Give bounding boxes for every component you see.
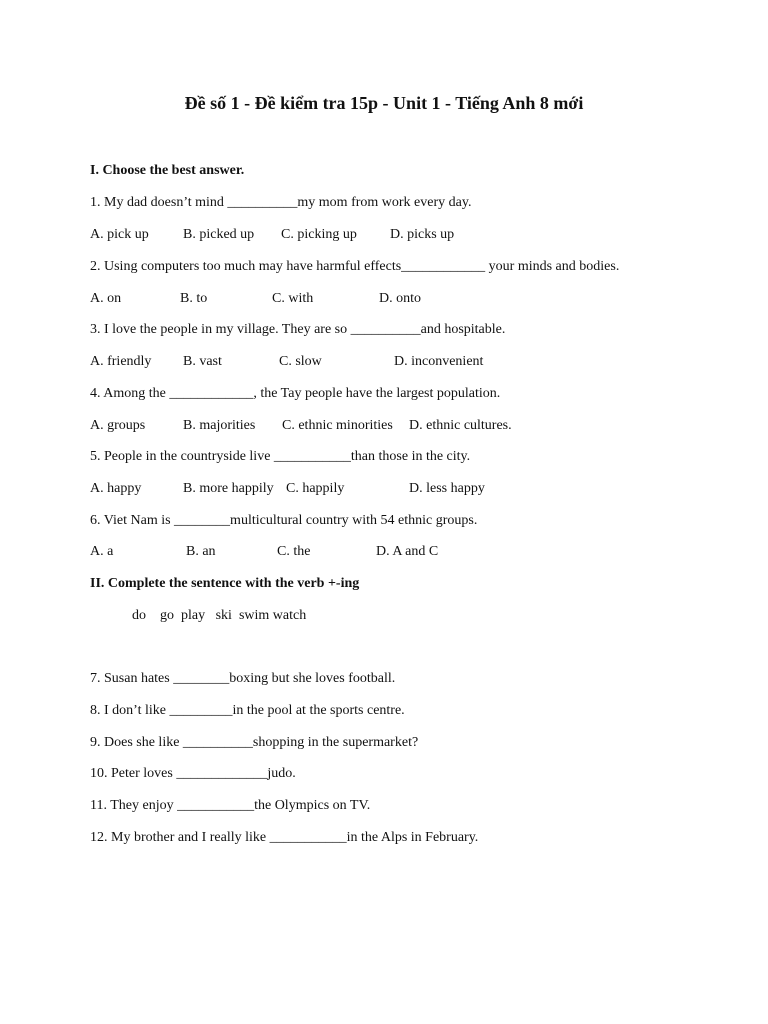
question-10: 10. Peter loves _____________judo.	[90, 766, 296, 781]
q1-option-b: B. picked up	[183, 227, 255, 242]
question-12: 12. My brother and I really like ___________in the Alps in February.	[90, 830, 479, 845]
q4-option-b: B. majorities	[183, 418, 256, 433]
q2-option-d: D. onto	[379, 291, 421, 306]
section-2-heading: II. Complete the sentence with the verb +-ing	[90, 576, 360, 591]
question-5: 5. People in the countryside live ___________than those in the city.	[90, 449, 471, 464]
q3-option-d: D. inconvenient	[394, 354, 484, 369]
q4-option-d: D. ethnic cultures.	[409, 418, 512, 433]
q6-option-d: D. A and C	[376, 544, 439, 559]
question-1: 1. My dad doesn’t mind __________my mom from work every day.	[90, 195, 472, 210]
q3-option-c: C. slow	[279, 354, 322, 369]
word-bank: do go play ski swim watch	[132, 608, 307, 623]
question-4: 4. Among the ____________, the Tay people have the largest population.	[90, 386, 501, 401]
page-title: Đề số 1 - Đề kiểm tra 15p - Unit 1 - Tiếng Anh 8 mới	[184, 93, 584, 113]
question-8: 8. I don’t like _________in the pool at the sports centre.	[90, 703, 405, 718]
q5-option-d: D. less happy	[409, 481, 485, 496]
q1-option-a: A. pick up	[90, 227, 149, 242]
q6-option-a: A. a	[90, 544, 114, 559]
q4-option-a: A. groups	[90, 418, 146, 433]
q6-option-b: B. an	[186, 544, 216, 559]
question-6: 6. Viet Nam is ________multicultural country with 54 ethnic groups.	[90, 513, 478, 528]
q3-option-a: A. friendly	[90, 354, 152, 369]
q5-option-c: C. happily	[286, 481, 345, 496]
question-2: 2. Using computers too much may have harmful effects____________ your minds and bodies.	[90, 259, 620, 274]
q4-option-c: C. ethnic minorities	[282, 418, 393, 433]
q6-option-c: C. the	[277, 544, 311, 559]
question-3: 3. I love the people in my village. They are so __________and hospitable.	[90, 322, 506, 337]
section-1-heading: I. Choose the best answer.	[90, 163, 245, 178]
q5-option-a: A. happy	[90, 481, 142, 496]
q5-option-b: B. more happily	[183, 481, 274, 496]
question-7: 7. Susan hates ________boxing but she loves football.	[90, 671, 396, 686]
q2-option-a: A. on	[90, 291, 122, 306]
question-11: 11. They enjoy ___________the Olympics on TV.	[90, 798, 371, 813]
question-9: 9. Does she like __________shopping in the supermarket?	[90, 735, 419, 750]
q3-option-b: B. vast	[183, 354, 222, 369]
q1-option-d: D. picks up	[390, 227, 455, 242]
q2-option-c: C. with	[272, 291, 314, 306]
q2-option-b: B. to	[180, 291, 208, 306]
q1-option-c: C. picking up	[281, 227, 357, 242]
